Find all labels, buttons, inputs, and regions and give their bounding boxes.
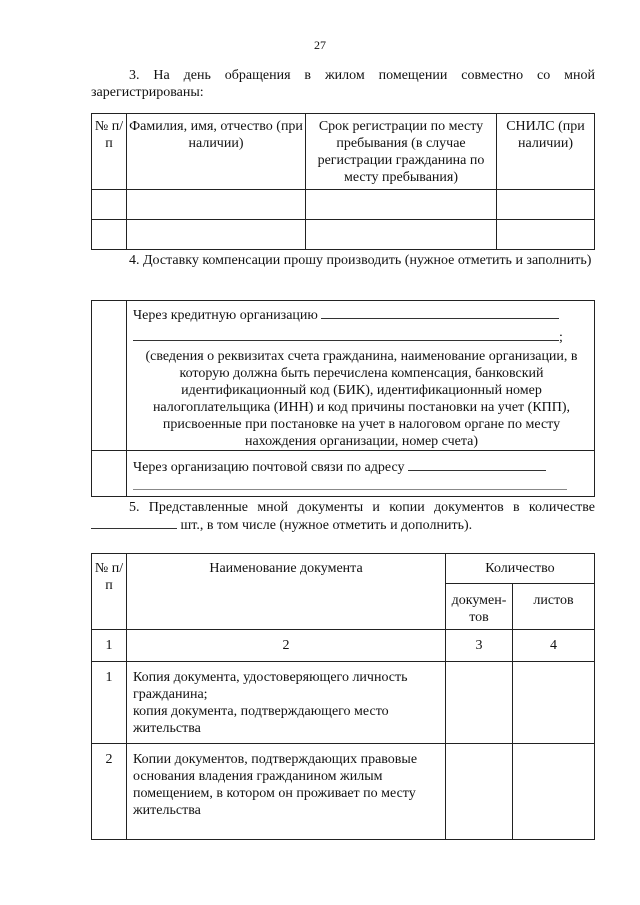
bank-label-line <box>133 306 590 324</box>
post-label: Через организацию почтовой связи по адресу <box>133 460 405 475</box>
doc-name-line: копия документа, подтверждающего место жительства <box>133 704 389 736</box>
post-label-line <box>133 458 590 476</box>
index-cell: 3 <box>446 630 513 662</box>
sheets-count-cell[interactable] <box>513 744 595 840</box>
row-document-name <box>127 744 446 840</box>
registered-persons-table <box>91 113 595 250</box>
table-row <box>92 190 595 220</box>
header-registration-term: Срок регистрации по месту пребывания (в случае регистрации гражданина по месту пребывания) <box>306 114 497 190</box>
checkbox-post[interactable] <box>92 451 127 497</box>
section-5-text-end: шт., в том числе (нужное отметить и дополнить). <box>180 518 473 533</box>
sheets-count-cell[interactable] <box>513 662 595 744</box>
delivery-option-bank <box>92 301 595 451</box>
table-cell[interactable] <box>497 220 595 250</box>
section-3-text: 3. На день обращения в жилом помещении совместно со мной зарегистрированы: <box>91 68 595 100</box>
doc-header-quantity: Количество <box>446 554 595 584</box>
table-row <box>92 744 595 840</box>
doc-header-num: № п/п <box>92 554 127 630</box>
table-cell[interactable] <box>306 220 497 250</box>
delivery-options-table <box>91 300 595 497</box>
checkbox-bank[interactable] <box>92 301 127 451</box>
header-num: № п/п <box>92 114 127 190</box>
section-5-paragraph <box>91 499 595 534</box>
delivery-option-post <box>92 451 595 497</box>
documents-header-row <box>92 554 595 584</box>
page-number: 27 <box>314 38 326 52</box>
table-cell[interactable] <box>92 190 127 220</box>
section-4-paragraph <box>91 252 595 269</box>
section-4-text: 4. Доставку компенсации прошу производить (нужное отметить и заполнить) <box>129 253 592 268</box>
bank-details-field[interactable] <box>133 328 559 341</box>
header-full-name: Фамилия, имя, отчество (при наличии) <box>127 114 306 190</box>
documents-count-field[interactable] <box>91 516 177 529</box>
post-address-field[interactable] <box>408 458 546 471</box>
table-cell[interactable] <box>92 220 127 250</box>
table-cell[interactable] <box>127 190 306 220</box>
table-cell[interactable] <box>497 190 595 220</box>
table-cell[interactable] <box>306 190 497 220</box>
row-num: 1 <box>92 662 127 744</box>
doc-name-line: Копия документа, удостоверяющего личность гражданина; <box>133 670 408 702</box>
doc-name-line: Копии документов, подтверждающих правовые основания владения гражданином жилым помещением, в котором он проживает по месту жительства <box>133 752 418 818</box>
index-cell: 2 <box>127 630 446 662</box>
row-document-name <box>127 662 446 744</box>
post-address-line2[interactable] <box>133 479 567 490</box>
table-row <box>92 220 595 250</box>
semicolon: ; <box>559 330 563 345</box>
bank-label: Через кредитную организацию <box>133 308 318 323</box>
documents-index-row <box>92 630 595 662</box>
table-header-row <box>92 114 595 190</box>
doc-header-sheets: листов <box>513 584 595 630</box>
doc-header-name: Наименование документа <box>127 554 446 630</box>
bank-second-line <box>133 328 590 346</box>
table-cell[interactable] <box>127 220 306 250</box>
section-3-paragraph <box>91 67 595 101</box>
section-5-text-start: 5. Представленные мной документы и копии документов в количестве <box>129 500 595 515</box>
index-cell: 1 <box>92 630 127 662</box>
documents-table <box>91 553 595 840</box>
bank-note: (сведения о реквизитах счета гражданина, наименование организации, в которую должна быть перечислена компенсация, банковский идентификационный код (БИК), идентификационный номер налогоплательщика (ИНН) и код причины постановки на учет (КПП), присвоенные при постановке на учет в налоговом органе по месту нахождения организации, номер счета) <box>145 349 578 449</box>
docs-count-cell[interactable] <box>446 744 513 840</box>
docs-count-cell[interactable] <box>446 662 513 744</box>
index-cell: 4 <box>513 630 595 662</box>
doc-header-docs: докумен-тов <box>446 584 513 630</box>
header-snils: СНИЛС (при наличии) <box>497 114 595 190</box>
bank-name-field[interactable] <box>321 306 559 319</box>
row-num: 2 <box>92 744 127 840</box>
table-row <box>92 662 595 744</box>
